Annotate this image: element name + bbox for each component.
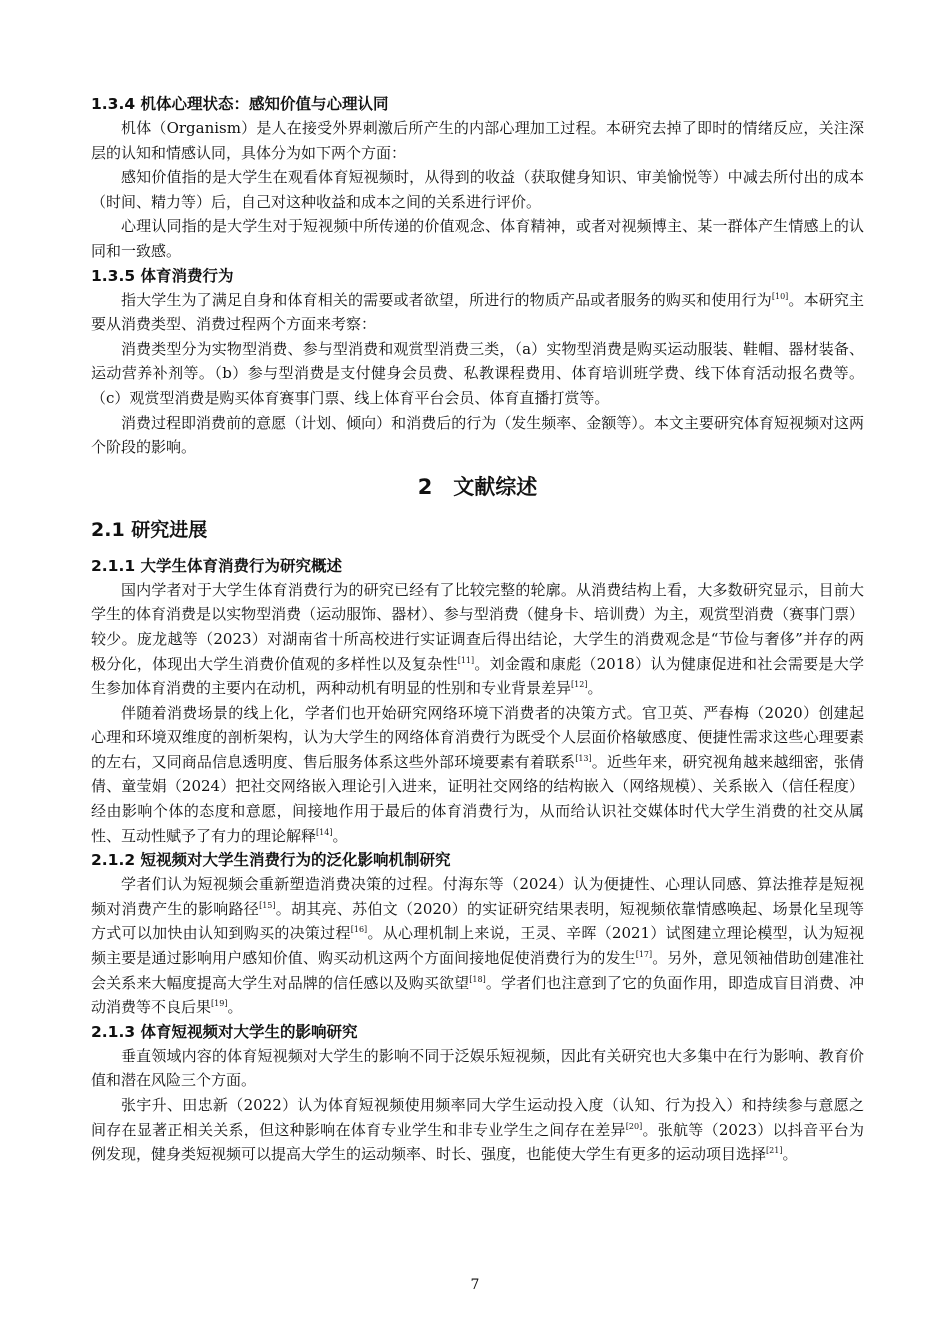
citation-ref: [11] xyxy=(457,655,475,665)
paragraph-text: 伴随着消费场景的线上化，学者们也开始研究网络环境下消费者的决策方式。官卫英、严春梅（2020）创建起心理和环境双维度的剖析架构，认为大学生的网络体育消费行为既受个人层面价格敏感度、便捷性需求这些心理要素的左右，又同商品信息透明度、售后服务体系这些外部环境要素有着联系 xyxy=(91,703,864,771)
paragraph xyxy=(91,701,864,849)
paragraph-text: 指大学生为了满足自身和体育相关的需要或者欲望，所进行的物质产品或者服务的购买和使用行为 xyxy=(121,290,772,309)
paragraph-text: 学者们认为短视频会重新塑造消费决策的过程。付海东等（2024）认为便捷性、心理认同感、算法推荐是短视频对消费产生的影响路径 xyxy=(91,875,864,918)
paragraph xyxy=(91,872,864,1020)
section-heading-2-1-3: 2.1.3 体育短视频对大学生的影响研究 xyxy=(91,1022,358,1041)
paragraph-text: 。近些年来，研究视角越来越细密，张倩倩、童莹娟（2024）把社交网络嵌入理论引入进来，证明社交网络的结构嵌入（网络规模）、关系嵌入（信任程度）经由影响个体的态度和意愿，间接地作用于最后的体育消费行为，从而给认识社交媒体时代大学生消费的社交从属性、互动性赋予了有力的理论解释 xyxy=(91,752,864,845)
paragraph-text: 。胡其亮、苏伯文（2020）的实证研究结果表明，短视频依靠情感唤起、场景化呈现等方式可以加快由认知到购买的决策过程 xyxy=(91,899,864,943)
paragraph-text: 。刘金霞和康彪（2018）认为健康促进和社会需要是大学生参加体育消费的主要内在动机，两种动机有明显的性别和专业背景差异 xyxy=(91,654,864,698)
citation-ref: [17] xyxy=(635,950,653,960)
paragraph-text: 。从心理机制上来说，王灵、辛晖（2021）试图建立理论模型，认为短视频主要是通过影响用户感知价值、购买动机这两个方面间接地促使消费行为的发生 xyxy=(91,924,864,968)
paragraph-text: 张宇升、田忠新（2022）认为体育短视频使用频率同大学生运动投入度（认知、行为投入）和持续参与意愿之间存在显著正相关关系，但这种影响在体育专业学生和非专业学生之间存在差异 xyxy=(91,1096,864,1139)
section-heading-1-3-5: 1.3.5 体育消费行为 xyxy=(91,266,234,285)
paragraph xyxy=(91,288,864,337)
paragraph-text: 。 xyxy=(332,826,348,845)
citation-ref: [13] xyxy=(575,753,592,763)
citation-ref: [14] xyxy=(316,827,333,837)
section-heading-1-3-4: 1.3.4 机体心理状态：感知价值与心理认同 xyxy=(91,95,389,113)
page-content xyxy=(91,92,864,1167)
paragraph-text: 。 xyxy=(782,1145,798,1164)
citation-ref: [21] xyxy=(766,1146,783,1156)
paragraph-text: 国内学者对于大学生体育消费行为的研究已经有了比较完整的轮廓。从消费结构上看，大多数研究显示，目前大学生的体育消费是以实物型消费（运动服饰、器材）、参与型消费（健身卡、培训费）为主，观赏型消费（赛事门票）较少。庞龙越等（2023）对湖南省十所高校进行实证调查后得出结论，大学生的消费观念是“节俭与奢侈”并存的两极分化，体现出大学生消费价值观的多样性以及复杂性 xyxy=(91,580,864,673)
paragraph-text: 。张航等（2023）以抖音平台为例发现，健身类短视频可以提高大学生的运动频率、时长、强度，也能使大学生有更多的运动项目选择 xyxy=(91,1120,864,1164)
paragraph: 垂直领域内容的体育短视频对大学生的影响不同于泛娱乐短视频，因此有关研究也大多集中在行为影响、教育价值和潜在风险三个方面。 xyxy=(91,1046,864,1090)
paragraph: 消费过程即消费前的意愿（计划、倾向）和消费后的行为（发生频率、金额等）。本文主要研究体育短视频对这两个阶段的影响。 xyxy=(91,413,864,457)
citation-ref: [10] xyxy=(771,291,789,301)
citation-ref: [20] xyxy=(625,1121,643,1131)
paragraph xyxy=(91,1093,864,1167)
section-heading-2-1: 2.1 研究进展 xyxy=(91,518,208,541)
paragraph-text: 。 xyxy=(227,998,243,1017)
citation-ref: [15] xyxy=(259,900,276,910)
paragraph xyxy=(91,578,864,701)
citation-ref: [18] xyxy=(469,974,486,984)
paragraph: 机体（Organism）是人在接受外界刺激后所产生的内部心理加工过程。本研究去掉了即时的情绪反应，关注深层的认知和情感认同，具体分为如下两个方面： xyxy=(91,119,864,162)
citation-ref: [16] xyxy=(350,925,368,935)
paragraph-text: 。另外，意见领袖借助创建准社会关系来大幅度提高大学生对品牌的信任感以及购买欲望 xyxy=(91,949,864,992)
section-heading-2-1-2: 2.1.2 短视频对大学生消费行为的泛化影响机制研究 xyxy=(91,851,451,870)
paragraph: 消费类型分为实物型消费、参与型消费和观赏型消费三类，（a）实物型消费是购买运动服装、鞋帽、器材装备、运动营养补剂等。（b）参与型消费是支付健身会员费、私教课程费用、体育培训班学费、线下体育活动报名费等。（c）观赏型消费是购买体育赛事门票、线上体育平台会员、体育直播打赏等。 xyxy=(91,339,864,407)
citation-ref: [19] xyxy=(211,999,228,1009)
paragraph: 心理认同指的是大学生对于短视频中所传递的价值观念、体育精神，或者对视频博主、某一群体产生情感上的认同和一致感。 xyxy=(91,217,864,260)
section-heading-2-1-1: 2.1.1 大学生体育消费行为研究概述 xyxy=(91,556,343,575)
citation-ref: [12] xyxy=(571,680,588,690)
paragraph-text: 。 xyxy=(587,679,603,698)
page-number: 7 xyxy=(470,1277,480,1293)
paragraph-text: 。学者们也注意到了它的负面作用，即造成盲目消费、冲动消费等不良后果 xyxy=(91,973,864,1017)
paragraph-text: 。本研究主要从消费类型、消费过程两个方面来考察： xyxy=(91,290,864,334)
chapter-heading: 2 文献综述 xyxy=(417,474,538,499)
paragraph: 感知价值指的是大学生在观看体育短视频时，从得到的收益（获取健身知识、审美愉悦等）中减去所付出的成本（时间、精力等）后，自己对这种收益和成本之间的关系进行评价。 xyxy=(91,168,864,211)
